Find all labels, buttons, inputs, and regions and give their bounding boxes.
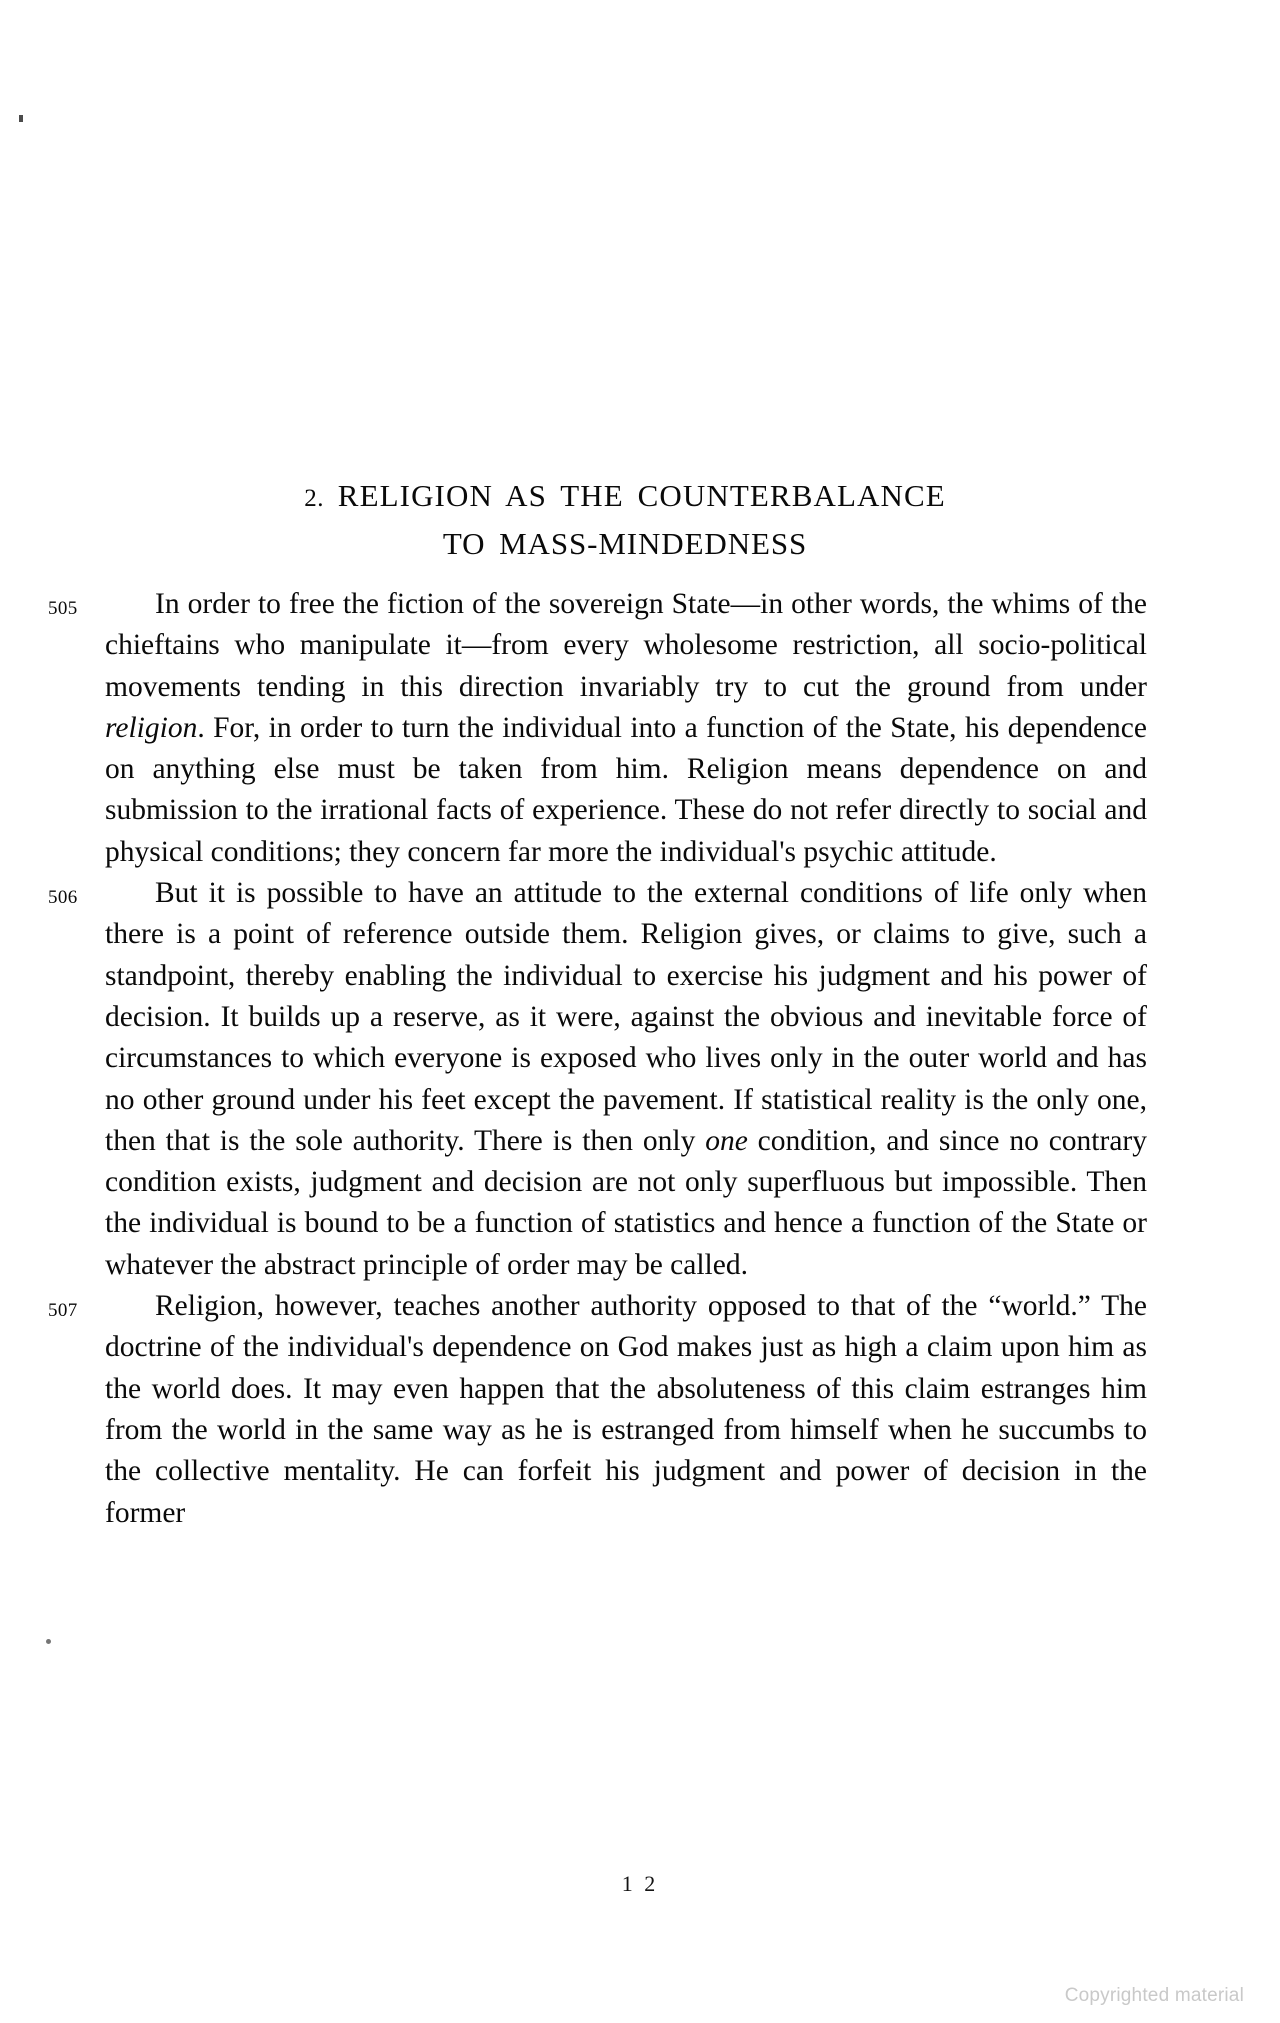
paragraph-number-505: 505: [48, 598, 78, 619]
paragraph-text: Religion, however, teaches another authority opposed to that of the “world.” The doctrine of the individual's dependence on God makes just as high a claim upon him as the world does. It may even happen that the absoluteness of this claim estranges him from the world in the same way as he is estranged from himself when he succumbs to the collective mentality. He can forfeit his judgment and power of decision in the former: [105, 1290, 1147, 1529]
title-line-primary: [105, 473, 1145, 521]
paragraph-number-507: 507: [48, 1300, 78, 1322]
paragraph-506: [48, 873, 1147, 1286]
copyright-watermark: Copyrighted material: [1064, 1985, 1244, 2006]
paragraph-text: In order to free the fiction of the sovereign State—in other words, the whims of the chieftains who manipulate it—from every wholesome restriction, all socio-political movements tending in this direction invariably try to cut the ground from under religion. For, in order to turn the individual into a function of the State, his dependence on anything else must be taken from him. Religion means dependence on and submission to the irrational facts of experience. These do not refer directly to social and physical conditions; they concern far more the individual's psychic attitude.: [105, 588, 1147, 868]
paragraph-number-506: 506: [48, 887, 78, 909]
scan-artifact-speck: [19, 115, 23, 122]
section-number: 2.: [304, 484, 324, 512]
page-folio-number: 1 2: [621, 1871, 659, 1896]
title-text-line-2: TO MASS-MINDEDNESS: [442, 525, 808, 561]
paragraph-505: [48, 584, 1147, 873]
paragraph-text: But it is possible to have an attitude to the external conditions of life only when there is a point of reference outside them. Religion gives, or claims to give, such a standpoint, thereby enabling the individual to exercise his judgment and his power of decision. It builds up a reserve, as it were, against the obvious and inevitable force of circumstances to which everyone is exposed who lives only in the outer world and has no other ground under his feet except the pavement. If statistical reality is the only one, then that is the sole authority. There is then only one condition, and since no contrary condition exists, judgment and decision are not only superfluous but impossible. Then the individual is bound to be a function of statistics and hence a function of the State or whatever the abstract principle of order may be called.: [105, 877, 1147, 1281]
paragraph-507: [48, 1286, 1147, 1534]
title-text-line-1: RELIGION AS THE COUNTERBALANCE: [337, 477, 946, 513]
scan-artifact-speck-lower: [46, 1639, 51, 1644]
body-text-column: [48, 584, 1147, 1534]
page-title: [105, 473, 1145, 566]
